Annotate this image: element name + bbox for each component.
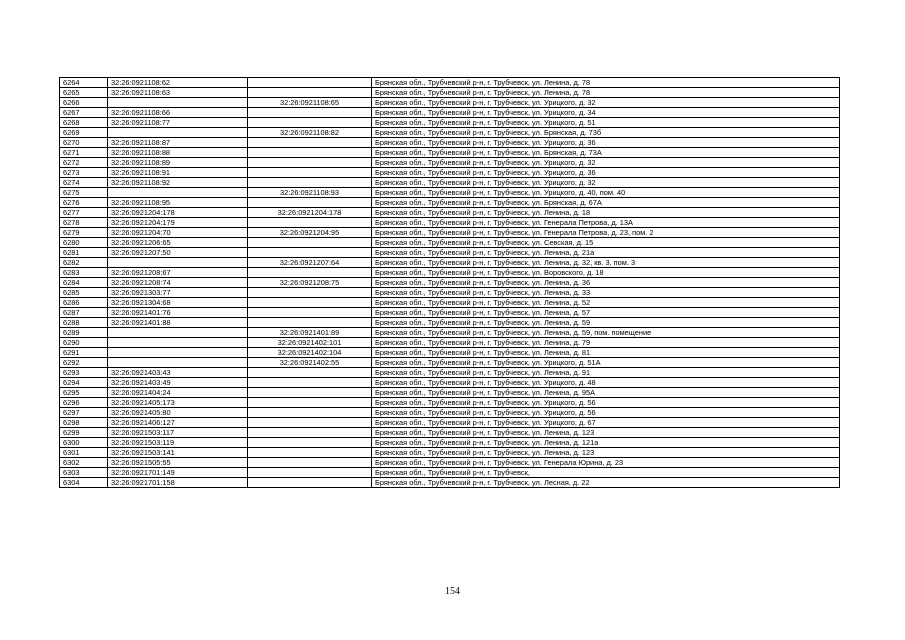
linked-cadastral-number-cell	[248, 368, 372, 378]
cadastral-number-cell: 32:26:0921207:50	[108, 248, 248, 258]
table-row	[60, 158, 840, 168]
table-row	[60, 98, 840, 108]
address-cell: Брянская обл., Трубчевский р-н, г. Трубчевск, ул. Лесная, д. 22	[372, 478, 840, 488]
linked-cadastral-number-cell	[248, 458, 372, 468]
address-cell: Брянская обл., Трубчевский р-н, г. Трубчевск, ул. Ленина, д. 36	[372, 278, 840, 288]
row-number-cell: 6286	[60, 298, 108, 308]
cadastral-number-cell: 32:26:0921204:178	[108, 208, 248, 218]
table-row	[60, 168, 840, 178]
table-row	[60, 188, 840, 198]
address-cell: Брянская обл., Трубчевский р-н, г. Трубчевск, ул. Ленина, д. 21а	[372, 248, 840, 258]
row-number-cell: 6275	[60, 188, 108, 198]
address-cell: Брянская обл., Трубчевский р-н, г. Трубчевск, ул. Урицкого, д. 36	[372, 138, 840, 148]
row-number-cell: 6299	[60, 428, 108, 438]
cadastral-number-cell: 32:26:0921108:63	[108, 88, 248, 98]
cadastral-table	[59, 77, 840, 488]
cadastral-number-cell: 32:26:0921701:158	[108, 478, 248, 488]
linked-cadastral-number-cell	[248, 308, 372, 318]
row-number-cell: 6277	[60, 208, 108, 218]
cadastral-number-cell: 32:26:0921108:89	[108, 158, 248, 168]
row-number-cell: 6294	[60, 378, 108, 388]
address-cell: Брянская обл., Трубчевский р-н, г. Трубчевск, ул. Ленина, д. 78	[372, 78, 840, 88]
table-row	[60, 428, 840, 438]
table-row	[60, 418, 840, 428]
row-number-cell: 6280	[60, 238, 108, 248]
address-cell: Брянская обл., Трубчевский р-н, г. Трубчевск, ул. Генерала Петрова, д. 13А	[372, 218, 840, 228]
cadastral-number-cell: 32:26:0921404:24	[108, 388, 248, 398]
cadastral-number-cell	[108, 258, 248, 268]
cadastral-number-cell: 32:26:0921503:117	[108, 428, 248, 438]
address-cell: Брянская обл., Трубчевский р-н, г. Трубчевск, ул. Урицкого, д. 56	[372, 408, 840, 418]
row-number-cell: 6288	[60, 318, 108, 328]
row-number-cell: 6287	[60, 308, 108, 318]
row-number-cell: 6278	[60, 218, 108, 228]
row-number-cell: 6291	[60, 348, 108, 358]
linked-cadastral-number-cell	[248, 248, 372, 258]
linked-cadastral-number-cell	[248, 138, 372, 148]
table-row	[60, 138, 840, 148]
cadastral-number-cell: 32:26:0921204:179	[108, 218, 248, 228]
row-number-cell: 6289	[60, 328, 108, 338]
address-cell: Брянская обл., Трубчевский р-н, г. Трубчевск, ул. Севская, д. 15	[372, 238, 840, 248]
table-row	[60, 368, 840, 378]
table-row	[60, 468, 840, 478]
linked-cadastral-number-cell	[248, 298, 372, 308]
table-row	[60, 308, 840, 318]
row-number-cell: 6301	[60, 448, 108, 458]
cadastral-number-cell: 32:26:0921503:119	[108, 438, 248, 448]
cadastral-number-cell: 32:26:0921108:88	[108, 148, 248, 158]
table-row	[60, 478, 840, 488]
table-row	[60, 78, 840, 88]
row-number-cell: 6292	[60, 358, 108, 368]
linked-cadastral-number-cell	[248, 88, 372, 98]
linked-cadastral-number-cell: 32:26:0921402:104	[248, 348, 372, 358]
linked-cadastral-number-cell	[248, 478, 372, 488]
table-row	[60, 408, 840, 418]
address-cell: Брянская обл., Трубчевский р-н, г. Трубчевск, ул. Ленина, д. 59, пом. помещение	[372, 328, 840, 338]
row-number-cell: 6293	[60, 368, 108, 378]
row-number-cell: 6284	[60, 278, 108, 288]
linked-cadastral-number-cell: 32:26:0921208:75	[248, 278, 372, 288]
cadastral-number-cell: 32:26:0921208:67	[108, 268, 248, 278]
cadastral-number-cell	[108, 338, 248, 348]
linked-cadastral-number-cell	[248, 178, 372, 188]
linked-cadastral-number-cell	[248, 468, 372, 478]
linked-cadastral-number-cell	[248, 168, 372, 178]
address-cell: Брянская обл., Трубчевский р-н, г. Трубчевск, ул. Ленина, д. 52	[372, 298, 840, 308]
table-row	[60, 278, 840, 288]
row-number-cell: 6295	[60, 388, 108, 398]
address-cell: Брянская обл., Трубчевский р-н, г. Трубчевск, ул. Урицкого, д. 67	[372, 418, 840, 428]
linked-cadastral-number-cell	[248, 158, 372, 168]
address-cell: Брянская обл., Трубчевский р-н, г. Трубчевск, ул. Ленина, д. 121а	[372, 438, 840, 448]
table-row	[60, 378, 840, 388]
row-number-cell: 6279	[60, 228, 108, 238]
linked-cadastral-number-cell	[248, 238, 372, 248]
address-cell: Брянская обл., Трубчевский р-н, г. Трубчевск, ул. Ленина, д. 59	[372, 318, 840, 328]
row-number-cell: 6302	[60, 458, 108, 468]
address-cell: Брянская обл., Трубчевский р-н, г. Трубчевск, ул. Урицкого, д. 40, пом. 40	[372, 188, 840, 198]
linked-cadastral-number-cell	[248, 78, 372, 88]
row-number-cell: 6264	[60, 78, 108, 88]
linked-cadastral-number-cell	[248, 118, 372, 128]
row-number-cell: 6268	[60, 118, 108, 128]
linked-cadastral-number-cell	[248, 148, 372, 158]
address-cell: Брянская обл., Трубчевский р-н, г. Трубчевск, ул. Урицкого, д. 32	[372, 178, 840, 188]
table-row	[60, 318, 840, 328]
cadastral-number-cell: 32:26:0921108:91	[108, 168, 248, 178]
table-row	[60, 148, 840, 158]
address-cell: Брянская обл., Трубчевский р-н, г. Трубчевск, ул. Ленина, д. 57	[372, 308, 840, 318]
address-cell: Брянская обл., Трубчевский р-н, г. Трубчевск, ул. Урицкого, д. 32	[372, 158, 840, 168]
address-cell: Брянская обл., Трубчевский р-н, г. Трубчевск, ул. Ленина, д. 79	[372, 338, 840, 348]
cadastral-number-cell: 32:26:0921108:77	[108, 118, 248, 128]
row-number-cell: 6276	[60, 198, 108, 208]
cadastral-number-cell	[108, 358, 248, 368]
table-row	[60, 298, 840, 308]
cadastral-number-cell: 32:26:0921304:68	[108, 298, 248, 308]
cadastral-number-cell: 32:26:0921108:87	[108, 138, 248, 148]
cadastral-number-cell: 32:26:0921406:127	[108, 418, 248, 428]
cadastral-number-cell	[108, 348, 248, 358]
row-number-cell: 6297	[60, 408, 108, 418]
row-number-cell: 6300	[60, 438, 108, 448]
linked-cadastral-number-cell	[248, 418, 372, 428]
row-number-cell: 6281	[60, 248, 108, 258]
table-body	[60, 78, 840, 488]
cadastral-number-cell: 32:26:0921403:43	[108, 368, 248, 378]
table-row	[60, 348, 840, 358]
linked-cadastral-number-cell	[248, 398, 372, 408]
cadastral-number-cell: 32:26:0921701:149	[108, 468, 248, 478]
linked-cadastral-number-cell	[248, 438, 372, 448]
linked-cadastral-number-cell	[248, 198, 372, 208]
table-row	[60, 288, 840, 298]
address-cell: Брянская обл., Трубчевский р-н, г. Трубчевск, ул. Урицкого, д. 51	[372, 118, 840, 128]
address-cell: Брянская обл., Трубчевский р-н, г. Трубчевск, ул. Ленина, д. 95А	[372, 388, 840, 398]
linked-cadastral-number-cell: 32:26:0921401:89	[248, 328, 372, 338]
row-number-cell: 6265	[60, 88, 108, 98]
cadastral-number-cell: 32:26:0921503:141	[108, 448, 248, 458]
address-cell: Брянская обл., Трубчевский р-н, г. Трубчевск, ул. Ленина, д. 123	[372, 428, 840, 438]
row-number-cell: 6271	[60, 148, 108, 158]
cadastral-number-cell	[108, 128, 248, 138]
cadastral-number-cell: 32:26:0921206:65	[108, 238, 248, 248]
linked-cadastral-number-cell	[248, 288, 372, 298]
row-number-cell: 6272	[60, 158, 108, 168]
page-number: 154	[445, 586, 460, 597]
row-number-cell: 6270	[60, 138, 108, 148]
linked-cadastral-number-cell: 32:26:0921108:82	[248, 128, 372, 138]
row-number-cell: 6296	[60, 398, 108, 408]
address-cell: Брянская обл., Трубчевский р-н, г. Трубчевск, ул. Урицкого, д. 56	[372, 398, 840, 408]
cadastral-number-cell: 32:26:0921303:77	[108, 288, 248, 298]
table-row	[60, 128, 840, 138]
table-row	[60, 458, 840, 468]
linked-cadastral-number-cell	[248, 428, 372, 438]
linked-cadastral-number-cell	[248, 408, 372, 418]
linked-cadastral-number-cell: 32:26:0921108:93	[248, 188, 372, 198]
table-row	[60, 118, 840, 128]
address-cell: Брянская обл., Трубчевский р-н, г. Трубчевск, ул. Ленина, д. 32, кв. 3, пом. 3	[372, 258, 840, 268]
row-number-cell: 6285	[60, 288, 108, 298]
row-number-cell: 6266	[60, 98, 108, 108]
cadastral-number-cell: 32:26:0921405:80	[108, 408, 248, 418]
cadastral-number-cell: 32:26:0921204:70	[108, 228, 248, 238]
address-cell: Брянская обл., Трубчевский р-н, г. Трубчевск, ул. Генерала Петрова, д. 23, пом. 2	[372, 228, 840, 238]
linked-cadastral-number-cell	[248, 268, 372, 278]
linked-cadastral-number-cell: 32:26:0921204:178	[248, 208, 372, 218]
address-cell: Брянская обл., Трубчевский р-н, г. Трубчевск, ул. Генерала Юрина, д. 23	[372, 458, 840, 468]
address-cell: Брянская обл., Трубчевский р-н, г. Трубчевск, ул. Брянская, д. 67А	[372, 198, 840, 208]
row-number-cell: 6304	[60, 478, 108, 488]
row-number-cell: 6273	[60, 168, 108, 178]
address-cell: Брянская обл., Трубчевский р-н, г. Трубчевск, ул. Брянская, д. 73А	[372, 148, 840, 158]
linked-cadastral-number-cell: 32:26:0921402:55	[248, 358, 372, 368]
table-row	[60, 328, 840, 338]
table-row	[60, 238, 840, 248]
address-cell: Брянская обл., Трубчевский р-н, г. Трубчевск, ул. Урицкого, д. 48	[372, 378, 840, 388]
address-cell: Брянская обл., Трубчевский р-н, г. Трубчевск,	[372, 468, 840, 478]
row-number-cell: 6267	[60, 108, 108, 118]
address-cell: Брянская обл., Трубчевский р-н, г. Трубчевск, ул. Ленина, д. 81	[372, 348, 840, 358]
table-row	[60, 448, 840, 458]
table-row	[60, 438, 840, 448]
linked-cadastral-number-cell: 32:26:0921108:65	[248, 98, 372, 108]
address-cell: Брянская обл., Трубчевский р-н, г. Трубчевск, ул. Ленина, д. 78	[372, 88, 840, 98]
table-row	[60, 268, 840, 278]
row-number-cell: 6274	[60, 178, 108, 188]
table-row	[60, 338, 840, 348]
row-number-cell: 6298	[60, 418, 108, 428]
linked-cadastral-number-cell	[248, 388, 372, 398]
address-cell: Брянская обл., Трубчевский р-н, г. Трубчевск, ул. Урицкого, д. 36	[372, 168, 840, 178]
linked-cadastral-number-cell	[248, 318, 372, 328]
cadastral-number-cell: 32:26:0921108:66	[108, 108, 248, 118]
table-row	[60, 388, 840, 398]
cadastral-number-cell	[108, 98, 248, 108]
row-number-cell: 6290	[60, 338, 108, 348]
address-cell: Брянская обл., Трубчевский р-н, г. Трубчевск, ул. Ленина, д. 33	[372, 288, 840, 298]
linked-cadastral-number-cell	[248, 108, 372, 118]
linked-cadastral-number-cell	[248, 218, 372, 228]
address-cell: Брянская обл., Трубчевский р-н, г. Трубчевск, ул. Ленина, д. 123	[372, 448, 840, 458]
address-cell: Брянская обл., Трубчевский р-н, г. Трубчевск, ул. Ленина, д. 91	[372, 368, 840, 378]
cadastral-number-cell: 32:26:0921405:173	[108, 398, 248, 408]
table-row	[60, 248, 840, 258]
cadastral-number-cell: 32:26:0921108:62	[108, 78, 248, 88]
linked-cadastral-number-cell: 32:26:0921402:101	[248, 338, 372, 348]
linked-cadastral-number-cell: 32:26:0921207:64	[248, 258, 372, 268]
cadastral-number-cell: 32:26:0921208:74	[108, 278, 248, 288]
cadastral-number-cell: 32:26:0921401:76	[108, 308, 248, 318]
table-row	[60, 198, 840, 208]
cadastral-number-cell	[108, 328, 248, 338]
cadastral-number-cell: 32:26:0921401:88	[108, 318, 248, 328]
address-cell: Брянская обл., Трубчевский р-н, г. Трубчевск, ул. Урицкого, д. 34	[372, 108, 840, 118]
linked-cadastral-number-cell	[248, 448, 372, 458]
address-cell: Брянская обл., Трубчевский р-н, г. Трубчевск, ул. Урицкого, д. 32	[372, 98, 840, 108]
cadastral-number-cell: 32:26:0921108:95	[108, 198, 248, 208]
cadastral-number-cell	[108, 188, 248, 198]
address-cell: Брянская обл., Трубчевский р-н, г. Трубчевск, ул. Брянская, д. 73б	[372, 128, 840, 138]
row-number-cell: 6282	[60, 258, 108, 268]
table-row	[60, 108, 840, 118]
address-cell: Брянская обл., Трубчевский р-н, г. Трубчевск, ул. Воровского, д. 18	[372, 268, 840, 278]
table-row	[60, 228, 840, 238]
cadastral-number-cell: 32:26:0921403:49	[108, 378, 248, 388]
cadastral-number-cell: 32:26:0921108:92	[108, 178, 248, 188]
table-row	[60, 88, 840, 98]
table-row	[60, 178, 840, 188]
linked-cadastral-number-cell: 32:26:0921204:95	[248, 228, 372, 238]
table-row	[60, 208, 840, 218]
address-cell: Брянская обл., Трубчевский р-н, г. Трубчевск, ул. Урицкого, д. 51А	[372, 358, 840, 368]
table-row	[60, 358, 840, 368]
table-row	[60, 218, 840, 228]
row-number-cell: 6283	[60, 268, 108, 278]
table-row	[60, 258, 840, 268]
address-cell: Брянская обл., Трубчевский р-н, г. Трубчевск, ул. Ленина, д. 18	[372, 208, 840, 218]
row-number-cell: 6303	[60, 468, 108, 478]
cadastral-number-cell: 32:26:0921505:55	[108, 458, 248, 468]
row-number-cell: 6269	[60, 128, 108, 138]
linked-cadastral-number-cell	[248, 378, 372, 388]
table-row	[60, 398, 840, 408]
